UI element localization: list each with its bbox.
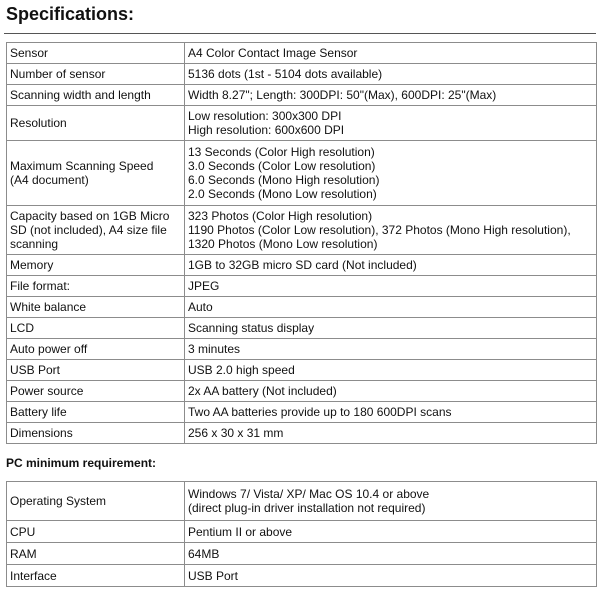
spec-value-dimensions: 256 x 30 x 31 mm bbox=[185, 423, 597, 444]
table-row bbox=[7, 206, 597, 255]
table-row bbox=[7, 318, 597, 339]
pc-key-ram: RAM bbox=[7, 543, 185, 565]
table-row bbox=[7, 339, 597, 360]
pc-value-operating-system: Windows 7/ Vista/ XP/ Mac OS 10.4 or above (direct plug-in driver installation not required) bbox=[185, 482, 597, 521]
spec-key-power-source: Power source bbox=[7, 381, 185, 402]
page-title: Specifications: bbox=[6, 4, 135, 24]
table-row bbox=[7, 402, 597, 423]
table-row bbox=[7, 106, 597, 141]
pc-key-cpu: CPU bbox=[7, 521, 185, 543]
spec-key-number-of-sensor: Number of sensor bbox=[7, 64, 185, 85]
spec-key-memory: Memory bbox=[7, 255, 185, 276]
spec-value-number-of-sensor: 5136 dots (1st - 5104 dots available) bbox=[185, 64, 597, 85]
table-row bbox=[7, 255, 597, 276]
spec-key-file-format: File format: bbox=[7, 276, 185, 297]
table-row bbox=[7, 381, 597, 402]
pc-value-ram: 64MB bbox=[185, 543, 597, 565]
spec-key-resolution: Resolution bbox=[7, 106, 185, 141]
spec-key-usb-port: USB Port bbox=[7, 360, 185, 381]
table-row bbox=[7, 43, 597, 64]
spec-key-dimensions: Dimensions bbox=[7, 423, 185, 444]
pc-key-operating-system: Operating System bbox=[7, 482, 185, 521]
spec-key-sensor: Sensor bbox=[7, 43, 185, 64]
spec-value-file-format: JPEG bbox=[185, 276, 597, 297]
table-row bbox=[7, 141, 597, 206]
table-row bbox=[7, 565, 597, 587]
table-row bbox=[7, 297, 597, 318]
spec-value-memory: 1GB to 32GB micro SD card (Not included) bbox=[185, 255, 597, 276]
title-divider bbox=[4, 33, 596, 34]
spec-key-lcd: LCD bbox=[7, 318, 185, 339]
pc-requirements-heading: PC minimum requirement: bbox=[6, 456, 157, 470]
spec-value-scanning-speed: 13 Seconds (Color High resolution) 3.0 Seconds (Color Low resolution) 6.0 Seconds (Mono High resolution) 2.0 Seconds (Mono Low resolution) bbox=[185, 141, 597, 206]
spec-key-scanning-width: Scanning width and length bbox=[7, 85, 185, 106]
pc-key-interface: Interface bbox=[7, 565, 185, 587]
table-row bbox=[7, 360, 597, 381]
spec-value-capacity: 323 Photos (Color High resolution) 1190 Photos (Color Low resolution), 372 Photos (Mono High resolution), 1320 Photos (Mono Low resolution) bbox=[185, 206, 597, 255]
spec-value-sensor: A4 Color Contact Image Sensor bbox=[185, 43, 597, 64]
spec-value-usb-port: USB 2.0 high speed bbox=[185, 360, 597, 381]
spec-value-power-source: 2x AA battery (Not included) bbox=[185, 381, 597, 402]
pc-requirements-table bbox=[6, 481, 597, 587]
spec-value-scanning-width: Width 8.27"; Length: 300DPI: 50"(Max), 600DPI: 25"(Max) bbox=[185, 85, 597, 106]
table-row bbox=[7, 423, 597, 444]
table-row bbox=[7, 482, 597, 521]
table-row bbox=[7, 521, 597, 543]
spec-value-white-balance: Auto bbox=[185, 297, 597, 318]
spec-value-battery-life: Two AA batteries provide up to 180 600DPI scans bbox=[185, 402, 597, 423]
table-row bbox=[7, 85, 597, 106]
specifications-table bbox=[6, 42, 597, 444]
table-row bbox=[7, 64, 597, 85]
spec-key-capacity: Capacity based on 1GB Micro SD (not included), A4 size file scanning bbox=[7, 206, 185, 255]
table-row bbox=[7, 543, 597, 565]
table-row bbox=[7, 276, 597, 297]
spec-key-auto-power-off: Auto power off bbox=[7, 339, 185, 360]
spec-value-resolution: Low resolution: 300x300 DPI High resolution: 600x600 DPI bbox=[185, 106, 597, 141]
spec-key-white-balance: White balance bbox=[7, 297, 185, 318]
spec-value-auto-power-off: 3 minutes bbox=[185, 339, 597, 360]
pc-value-cpu: Pentium II or above bbox=[185, 521, 597, 543]
spec-key-scanning-speed: Maximum Scanning Speed (A4 document) bbox=[7, 141, 185, 206]
pc-value-interface: USB Port bbox=[185, 565, 597, 587]
spec-value-lcd: Scanning status display bbox=[185, 318, 597, 339]
spec-key-battery-life: Battery life bbox=[7, 402, 185, 423]
